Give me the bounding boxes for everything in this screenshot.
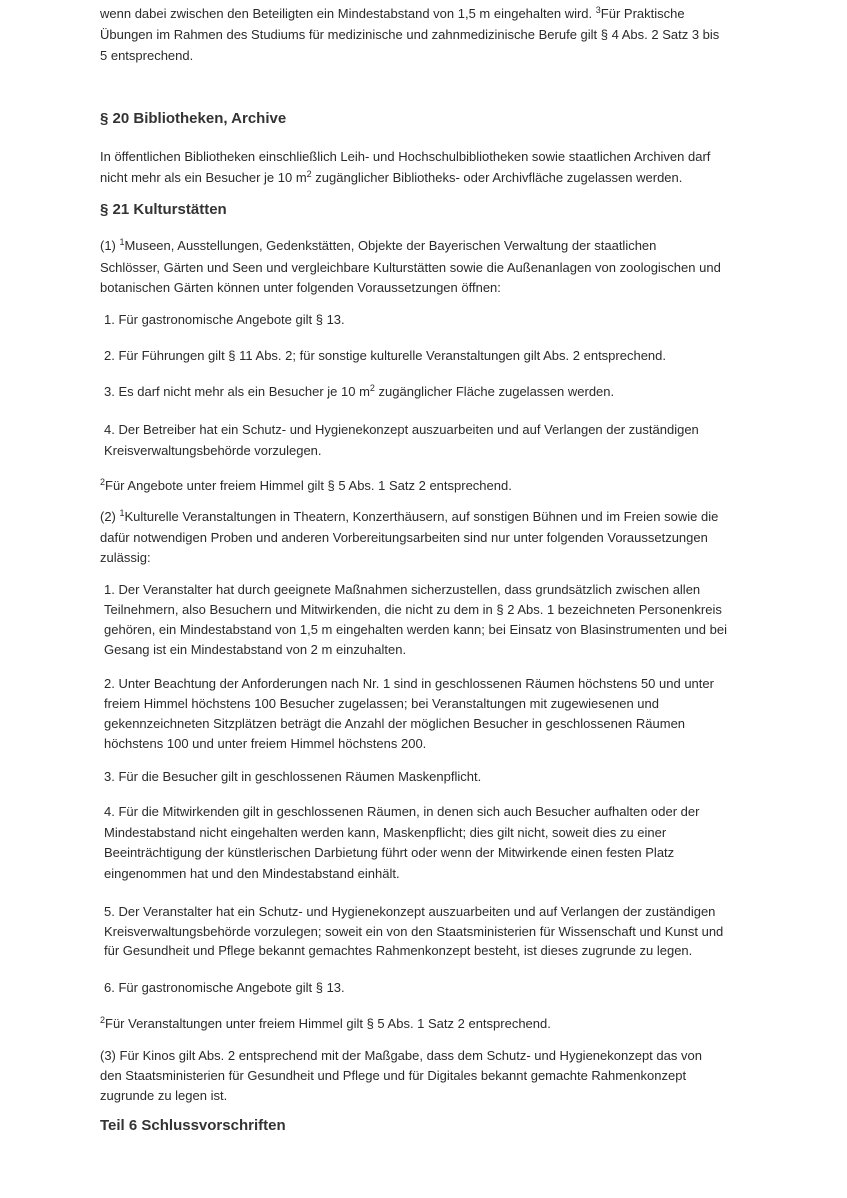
list-item-line — [104, 601, 722, 619]
text: nicht mehr als ein Besucher je 10 m — [100, 170, 307, 185]
text: dafür notwendigen Proben und anderen Vorbereitungsarbeiten sind nur unter folgenden Voraussetzungen — [100, 530, 708, 545]
list-item-line — [104, 803, 699, 821]
list-item-line — [104, 735, 426, 753]
list-item-line — [104, 421, 699, 439]
text: § 21 Kulturstätten — [100, 201, 227, 218]
list-item-line — [104, 903, 715, 921]
text: gekennzeichneten Sitzplätzen beträgt die Anzahl der möglichen Besucher in geschlossenen Räumen — [104, 716, 686, 731]
sentence-number: 1 — [119, 237, 125, 247]
text: Kreisverwaltungsbehörde vorzulegen. — [104, 443, 322, 458]
list-item-line — [104, 844, 674, 862]
text: Für Praktische — [600, 6, 685, 21]
text: 1. Der Veranstalter hat durch geeignete Maßnahmen sicherzustellen, dass grundsätzlich zwischen allen — [104, 582, 701, 597]
text: wenn dabei zwischen den Beteiligten ein Mindestabstand von 1,5 m eingehalten wird. — [100, 6, 596, 21]
paragraph-line — [100, 529, 708, 547]
text: 5 entsprechend. — [100, 48, 194, 63]
paragraph-line — [100, 237, 656, 255]
text: freiem Himmel höchstens 100 Besucher zugelassen; bei Veranstaltungen mit zugewiesenen und — [104, 696, 659, 711]
sentence-number: 3 — [595, 5, 601, 15]
text: höchstens 100 und unter freiem Himmel höchstens 200. — [104, 736, 427, 751]
text: 5. Der Veranstalter hat ein Schutz- und Hygienekonzept auszuarbeiten und auf Verlangen der zuständigen — [104, 904, 716, 919]
paragraph-line — [100, 148, 710, 166]
text: (2) — [100, 509, 120, 524]
text: Beeinträchtigung der künstlerischen Darbietung führt oder wenn der Mitwirkende einen festen Platz — [104, 845, 675, 860]
paragraph-line — [100, 1015, 551, 1033]
text: 4. Für die Mitwirkenden gilt in geschlossenen Räumen, in denen sich auch Besucher aufhalten oder der — [104, 804, 700, 819]
text: Kreisverwaltungsbehörde vorzulegen; soweit ein von den Staatsministerien für Wissenschaft und Kunst und — [104, 924, 724, 939]
list-item-line — [104, 824, 666, 842]
text: In öffentlichen Bibliotheken einschließlich Leih- und Hochschulbibliotheken sowie staatlichen Archiven darf — [100, 149, 711, 164]
text: gehören, ein Mindestabstand von 1,5 m eingehalten werden kann; bei Einsatz von Blasinstrumenten und bei — [104, 622, 727, 637]
text: 3. Für die Besucher gilt in geschlossenen Räumen Maskenpflicht. — [104, 769, 482, 784]
section-heading — [100, 201, 227, 219]
sentence-number: 2 — [100, 1015, 106, 1025]
list-item-line — [104, 311, 345, 329]
text: Gesang ist ein Mindestabstand von 2 m einzuhalten. — [104, 642, 407, 657]
text: botanischen Gärten können unter folgenden Voraussetzungen öffnen: — [100, 280, 501, 295]
text: den Staatsministerien für Gesundheit und Pflege und für Digitales bekannt gemachte Rahmenkonzept — [100, 1068, 687, 1083]
text: Für Veranstaltungen unter freiem Himmel gilt § 5 Abs. 1 Satz 2 entsprechend. — [105, 1016, 551, 1031]
list-item-line — [104, 675, 714, 693]
list-item-line — [104, 347, 666, 365]
text: Übungen im Rahmen des Studiums für medizinische und zahnmedizinische Berufe gilt § 4 Abs. 2 Satz 3 bis — [100, 27, 720, 42]
list-item-line — [104, 383, 614, 401]
text: 2. Unter Beachtung der Anforderungen nach Nr. 1 sind in geschlossenen Räumen höchstens 50 und unter — [104, 676, 714, 691]
text: Für Angebote unter freiem Himmel gilt § 5 Abs. 1 Satz 2 entsprechend. — [105, 478, 512, 493]
text: 2. Für Führungen gilt § 11 Abs. 2; für sonstige kulturelle Veranstaltungen gilt Abs. 2 entsprechend. — [104, 348, 666, 363]
text: Schlösser, Gärten und Seen und vergleichbare Kulturstätten sowie die Außenanlagen von zoologischen und — [100, 260, 721, 275]
list-item-line — [104, 641, 406, 659]
list-item-line — [104, 621, 727, 639]
text: Kulturelle Veranstaltungen in Theatern, Konzerthäusern, auf sonstigen Bühnen und im Freien sowie die — [124, 509, 719, 524]
paragraph-line — [100, 47, 193, 65]
paragraph-line — [100, 169, 682, 187]
paragraph-line — [100, 26, 719, 44]
text: Museen, Ausstellungen, Gedenkstätten, Objekte der Bayerischen Verwaltung der staatlichen — [124, 238, 657, 253]
text: 6. Für gastronomische Angebote gilt § 13. — [104, 980, 345, 995]
list-item-line — [104, 442, 322, 460]
list-item-line — [104, 979, 345, 997]
text: Mindestabstand nicht eingehalten werden kann, Maskenpflicht; dies gilt nicht, soweit dies zu einer — [104, 825, 667, 840]
list-item-line — [104, 865, 400, 883]
text: (3) Für Kinos gilt Abs. 2 entsprechend mit der Maßgabe, dass dem Schutz- und Hygienekonzept das von — [100, 1048, 702, 1063]
list-item-line — [104, 768, 481, 786]
text: zugrunde zu legen ist. — [100, 1088, 228, 1103]
text: Teilnehmern, also Besuchern und Mitwirkenden, die nicht zu dem in § 2 Abs. 1 bezeichneten Personenkreis — [104, 602, 722, 617]
section-heading — [100, 1117, 286, 1135]
text: Teil 6 Schlussvorschriften — [100, 1117, 286, 1134]
paragraph-line — [100, 5, 685, 23]
text: zulässig: — [100, 550, 151, 565]
text: § 20 Bibliotheken, Archive — [100, 110, 287, 127]
list-item-line — [104, 923, 723, 941]
paragraph-line — [100, 259, 721, 277]
text: für Gesundheit und Pflege bekannt gemachtes Rahmenkonzept besteht, ist dieses zugrunde zu legen. — [104, 943, 693, 958]
list-item-line — [104, 715, 685, 733]
text: eingenommen hat und den Mindestabstand einhält. — [104, 866, 400, 881]
paragraph-line — [100, 279, 501, 297]
paragraph-line — [100, 1047, 702, 1065]
text: (1) — [100, 238, 120, 253]
sentence-number: 2 — [369, 383, 375, 393]
paragraph-line — [100, 1067, 686, 1085]
paragraph-line — [100, 549, 151, 567]
paragraph-line — [100, 477, 512, 495]
text: 1. Für gastronomische Angebote gilt § 13. — [104, 312, 345, 327]
sentence-number: 2 — [306, 169, 312, 179]
list-item-line — [104, 581, 700, 599]
sentence-number: 2 — [100, 477, 106, 487]
text: 4. Der Betreiber hat ein Schutz- und Hygienekonzept auszuarbeiten und auf Verlangen der zuständigen — [104, 422, 699, 437]
text: zugänglicher Fläche zugelassen werden. — [374, 384, 615, 399]
paragraph-line — [100, 508, 718, 526]
text: 3. Es darf nicht mehr als ein Besucher je 10 m — [104, 384, 370, 399]
sentence-number: 1 — [119, 508, 125, 518]
paragraph-line — [100, 1087, 227, 1105]
text: zugänglicher Bibliotheks- oder Archivfläche zugelassen werden. — [311, 170, 683, 185]
list-item-line — [104, 695, 659, 713]
section-heading — [100, 110, 286, 128]
list-item-line — [104, 942, 692, 960]
